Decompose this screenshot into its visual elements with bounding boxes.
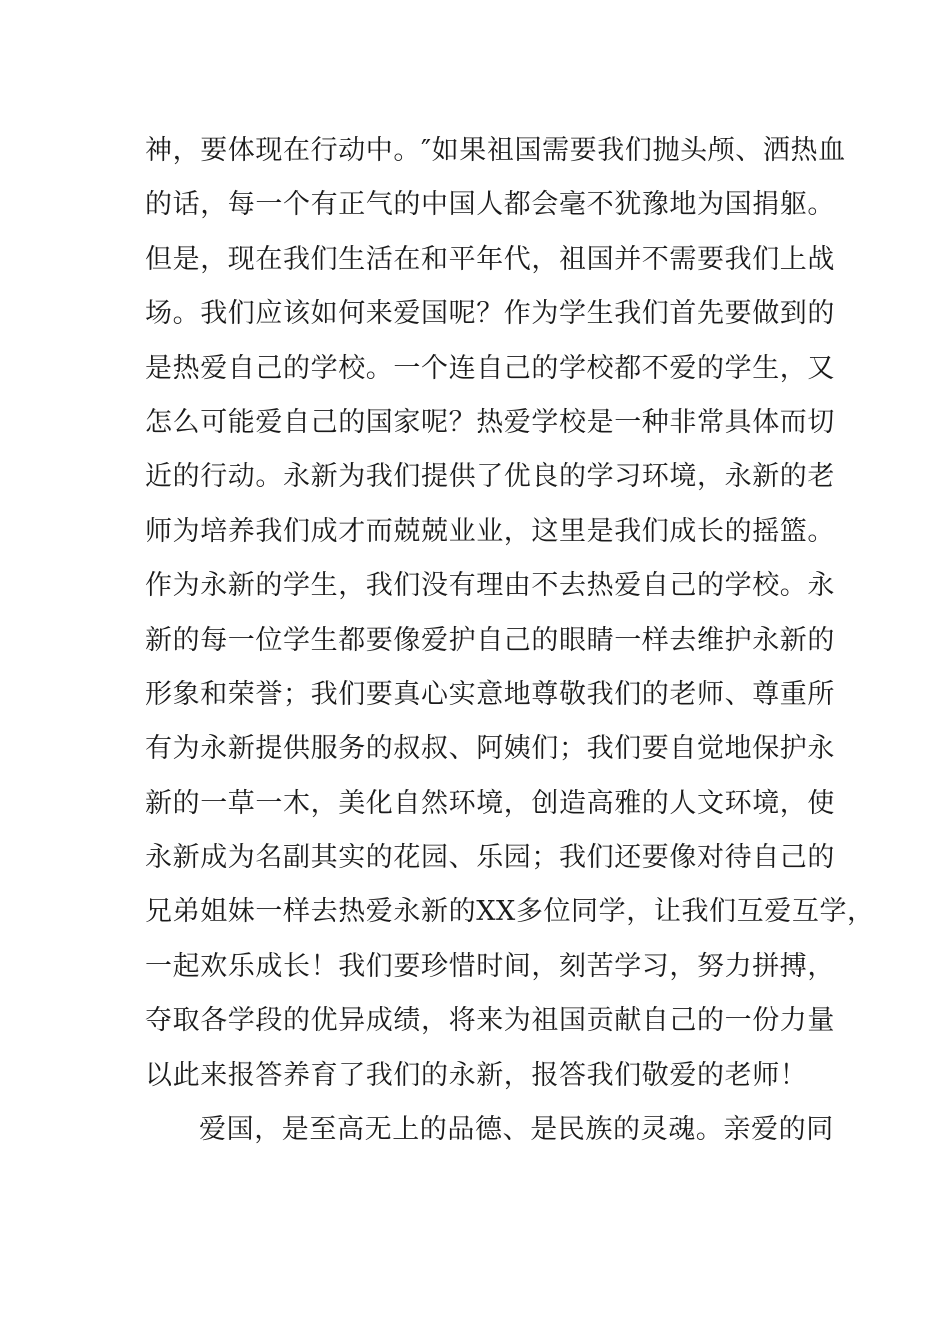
text-line: 作为永新的学生，我们没有理由不去热爱自己的学校。永	[145, 570, 835, 602]
text-line: 夺取各学段的优异成绩，将来为祖国贡献自己的一份力量	[145, 1005, 835, 1037]
text-line: 怎么可能爱自己的国家呢？热爱学校是一种非常具体而切	[145, 406, 835, 438]
text-line: 师为培养我们成才而兢兢业业，这里是我们成长的摇篮。	[145, 515, 835, 547]
text-line: 是热爱自己的学校。一个连自己的学校都不爱的学生，又	[145, 352, 835, 384]
text-line: 兄弟姐妹一样去热爱永新的XX多位同学，让我们互爱互学，	[145, 896, 875, 928]
text-line: 近的行动。永新为我们提供了优良的学习环境，永新的老	[145, 461, 835, 493]
paragraph-start-line: 爱国，是至高无上的品德、是民族的灵魂。亲爱的同	[199, 1114, 834, 1146]
text-line: 场。我们应该如何来爱国呢？作为学生我们首先要做到的	[145, 298, 835, 330]
text-line: 的话，每一个有正气的中国人都会毫不犹豫地为国捐躯。	[145, 189, 835, 221]
text-line: 以此来报答养育了我们的永新，报答我们敬爱的老师！	[145, 1059, 808, 1091]
text-line: 新的每一位学生都要像爱护自己的眼睛一样去维护永新的	[145, 624, 835, 656]
text-line: 有为永新提供服务的叔叔、阿姨们；我们要自觉地保护永	[145, 733, 835, 765]
text-line: 神，要体现在行动中。″如果祖国需要我们抛头颅、洒热血	[145, 135, 846, 166]
text-line: 新的一草一木，美化自然环境，创造高雅的人文环境，使	[145, 787, 835, 819]
text-line: 永新成为名副其实的花园、乐园；我们还要像对待自己的	[145, 842, 835, 874]
text-line: 一起欢乐成长！我们要珍惜时间，刻苦学习，努力拼搏，	[145, 950, 835, 982]
text-line: 但是，现在我们生活在和平年代，祖国并不需要我们上战	[145, 243, 835, 275]
text-line: 形象和荣誉；我们要真心实意地尊敬我们的老师、尊重所	[145, 678, 835, 710]
body-text	[145, 124, 875, 1157]
